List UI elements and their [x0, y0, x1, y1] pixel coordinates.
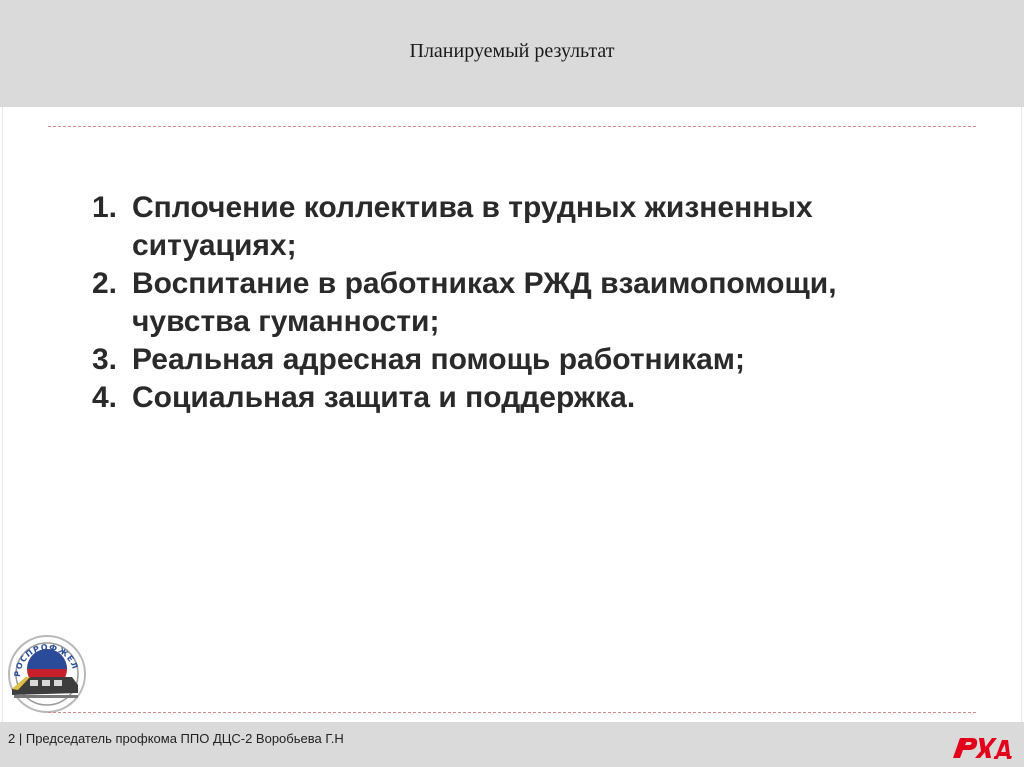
list-item: [92, 265, 892, 341]
list-item-number: 4.: [92, 381, 118, 414]
union-emblem-icon: [6, 633, 88, 715]
slide-header: [0, 0, 1024, 107]
footer-separator: |: [15, 731, 26, 746]
list-item: [92, 379, 892, 417]
list-item-number: 1.: [92, 191, 118, 224]
list-item: [92, 341, 892, 379]
result-list: [92, 189, 892, 417]
top-divider: [48, 126, 976, 127]
page-number: 2: [8, 731, 16, 746]
bottom-divider: [48, 712, 976, 713]
slide-title: Планируемый результат: [409, 40, 615, 62]
footer-caption: [8, 731, 344, 746]
list-item-text: Реальная адресная помощь работникам;: [132, 343, 745, 376]
union-emblem-lettering: РОСПРОФЖЕЛ: [12, 642, 80, 678]
footer-author: Председатель профкома ППО ДЦС-2 Воробьева Г.Н: [25, 731, 344, 746]
list-item-number: 2.: [92, 267, 118, 300]
list-item: [92, 189, 892, 265]
list-item-number: 3.: [92, 343, 118, 376]
list-item-text: Воспитание в работниках РЖД взаимопомощи, чувства гуманности;: [132, 267, 837, 338]
list-item-text: Сплочение коллектива в трудных жизненных ситуациях;: [132, 191, 813, 262]
list-item-text: Социальная защита и поддержка.: [132, 381, 636, 414]
rzd-logo-icon: [950, 734, 1012, 760]
slide-footer: [0, 722, 1024, 767]
left-border-line: [2, 107, 3, 722]
right-border-line: [1021, 107, 1022, 722]
